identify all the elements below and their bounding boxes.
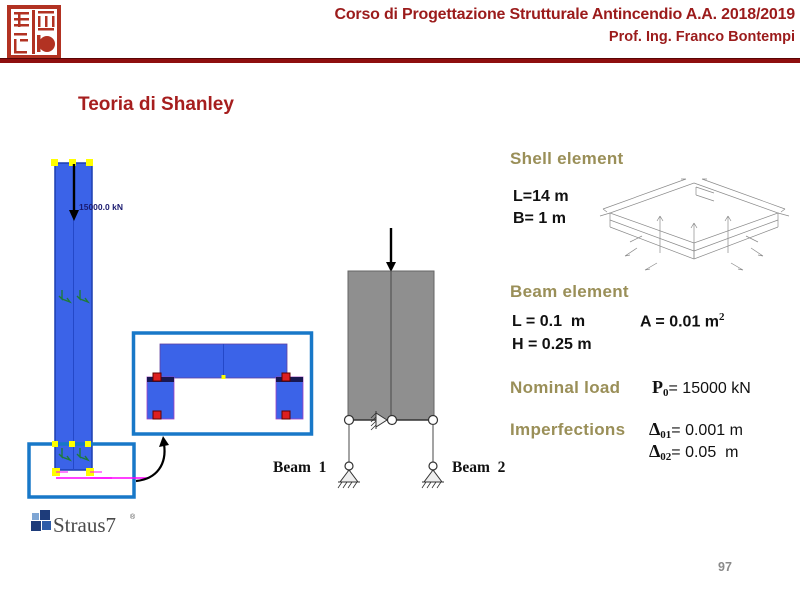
- beam-area-base: A = 0.01 m: [640, 313, 720, 331]
- page-title: Teoria di Shanley: [78, 94, 234, 115]
- pin-support-left-icon: [338, 462, 360, 488]
- course-title: Corso di Progettazione Strutturale Antincendio A.A. 2018/2019: [334, 6, 795, 23]
- delta2-symbol: Δ: [649, 441, 661, 461]
- pendulum-beams: [349, 425, 433, 463]
- top-node-markers: [51, 159, 93, 166]
- nominal-load-heading: Nominal load: [510, 378, 621, 397]
- header-divider: [0, 58, 800, 63]
- beam-length-value: L = 0.1 m: [512, 313, 586, 330]
- box-edge-node-markers: [52, 441, 91, 447]
- gray-column: [348, 271, 434, 420]
- delta2-value: = 0.05 m: [671, 444, 739, 461]
- load-value-label: 15000.0 kN: [79, 202, 123, 212]
- seal-stamp-icon: [6, 3, 62, 61]
- beam-area-value: [640, 311, 725, 331]
- pin-support-right-icon: [422, 462, 444, 488]
- beam-height-value: H = 0.25 m: [512, 336, 592, 353]
- structural-scheme-figure: [230, 220, 530, 500]
- beam-area-exponent: 2: [719, 311, 725, 323]
- shell-element-sketch: [597, 178, 792, 278]
- straus7-logo: [31, 510, 136, 537]
- slide-header: [335, 6, 796, 45]
- imperfection-1-value: [649, 419, 743, 441]
- delta1-subscript: 01: [660, 429, 672, 441]
- delta1-value: = 0.001 m: [671, 422, 743, 439]
- nominal-load-value: [652, 377, 751, 399]
- shell-element-heading: Shell element: [510, 149, 624, 168]
- delta2-subscript: 02: [660, 451, 672, 463]
- registered-mark: ®: [130, 514, 136, 521]
- beam-element-left: [147, 373, 174, 419]
- scheme-load-arrow-icon: [386, 228, 396, 272]
- p-value: = 15000 kN: [668, 380, 751, 397]
- p-subscript: 0: [663, 387, 669, 399]
- straus7-logo-text: Straus7: [53, 513, 116, 537]
- page-number: 97: [718, 560, 732, 574]
- professor-name: Prof. Ing. Franco Bontempi: [608, 29, 795, 45]
- imperfection-2-value: [649, 441, 738, 463]
- imperfections-heading: Imperfections: [510, 420, 626, 439]
- beam1-label: Beam 1: [273, 459, 327, 476]
- shell-length-value: L=14 m: [513, 188, 569, 205]
- callout-arrow-icon: [136, 436, 169, 481]
- beam-element-heading: Beam element: [510, 282, 629, 301]
- shell-width-value: B= 1 m: [513, 210, 566, 227]
- p-symbol: P: [652, 377, 663, 397]
- beam2-label: Beam 2: [452, 459, 506, 476]
- delta1-symbol: Δ: [649, 419, 661, 439]
